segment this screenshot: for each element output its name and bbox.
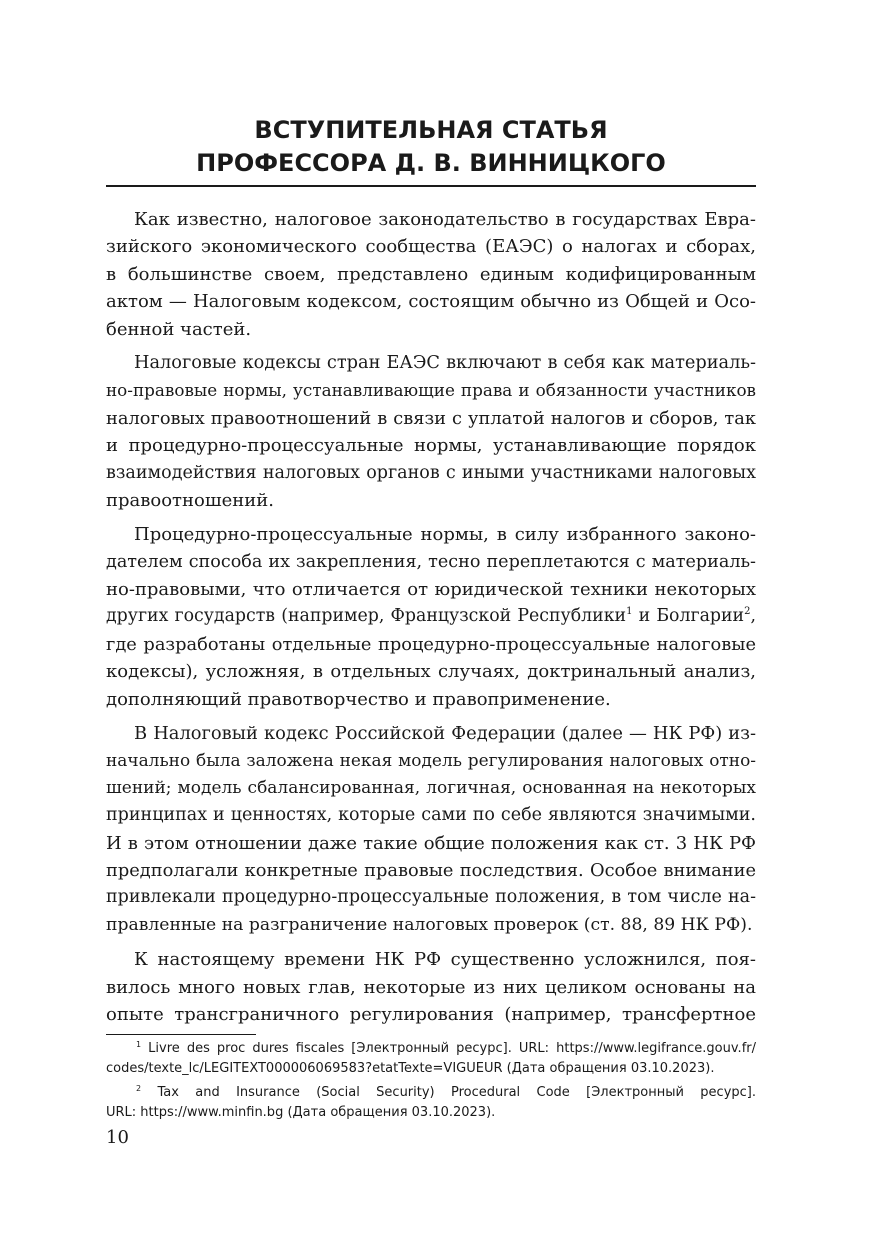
text-line: Как известно, налоговое законодательство в государствах Евра- <box>134 209 756 230</box>
text-line: бенной частей. <box>106 318 252 340</box>
text-line: но-правовые нормы, устанавливающие права и обязанности участников <box>106 380 756 401</box>
footnote-ref-2[interactable]: 2 <box>744 606 751 618</box>
text-line: Процедурно-процессуальные нормы, в силу избранного законо- <box>134 524 756 546</box>
text-line: взаимодействия налоговых органов с иными участниками налоговых <box>106 462 756 483</box>
title-rule <box>106 185 756 187</box>
text-line: в большинстве своем, представлено единым кодифицированным <box>106 263 756 285</box>
footnote-ref-1[interactable]: 1 <box>626 606 633 618</box>
text-line: правоотношений. <box>106 489 274 511</box>
text-line: вилось много новых глав, некоторые из них целиком основаны на <box>106 976 756 998</box>
text-line: где разработаны отдельные процедурно-процессуальные налоговые <box>106 633 756 655</box>
text-segment: других государств (например, Французской Республики <box>106 606 627 627</box>
paragraph-2 <box>106 350 756 514</box>
footnote-line <box>106 1039 756 1059</box>
body-text <box>106 206 756 1035</box>
footnote-line: URL: https://www.minfin.bg (Дата обращения 03.10.2023). <box>106 1104 496 1120</box>
text-line: И в этом отношении даже такие общие положения как ст. 3 НК РФ <box>106 832 756 854</box>
text-line: зийского экономического сообщества (ЕАЭС) о налогах и сборах, <box>106 236 756 258</box>
text-line: принципах и ценностях, которые сами по себе являются значимыми. <box>106 805 756 826</box>
footnote-text: Livre des proc dures fiscales [Электронный ресурс]. URL: https://www.legifrance.gouv.fr/ <box>148 1041 756 1056</box>
footnote-2 <box>106 1083 756 1122</box>
text-segment: , <box>750 606 756 627</box>
footnotes <box>106 1039 756 1127</box>
paragraph-1 <box>106 206 756 343</box>
chapter-title <box>106 114 756 180</box>
title-line-1: ВСТУПИТЕЛЬНАЯ СТАТЬЯ <box>254 116 608 144</box>
text-line: кодексы), усложняя, в отдельных случаях, доктринальный анализ, <box>106 661 756 683</box>
footnote-divider <box>106 1034 256 1035</box>
text-line: дополняющий правотворчество и правоприменение. <box>106 688 611 710</box>
text-line: и процедурно-процессуальные нормы, устанавливающие порядок <box>106 435 756 457</box>
text-line: привлекали процедурно-процессуальные положения, в том числе на- <box>106 887 756 908</box>
text-line-with-footnotes <box>106 603 756 630</box>
text-line: Налоговые кодексы стран ЕАЭС включают в себя как материаль- <box>134 352 756 373</box>
text-line: дателем способа их закрепления, тесно переплетаются с материаль- <box>106 551 756 572</box>
text-line: опыте трансграничного регулирования (например, трансфертное <box>106 1003 756 1025</box>
footnote-number: 2 <box>136 1084 142 1093</box>
footnote-text: Tax and Insurance (Social Security) Procedural Code [Электронный ресурс]. <box>157 1085 756 1100</box>
paragraph-3 <box>106 521 756 713</box>
text-segment: и Болгарии <box>632 606 745 627</box>
paragraph-4 <box>106 720 756 939</box>
text-line: К настоящему времени НК РФ существенно усложнился, поя- <box>134 949 756 971</box>
paragraph-5 <box>106 946 756 1028</box>
title-line-2: ПРОФЕССОРА Д. В. ВИННИЦКОГО <box>196 149 666 177</box>
text-line: шений; модель сбалансированная, логичная, основанная на некоторых <box>106 777 756 798</box>
text-line: актом — Налоговым кодексом, состоящим обычно из Общей и Осо- <box>106 291 756 313</box>
text-line: предполагали конкретные правовые последствия. Особое внимание <box>106 859 756 881</box>
footnote-line <box>106 1083 756 1103</box>
text-line: правленные на разграничение налоговых проверок (ст. 88, 89 НК РФ). <box>106 914 753 935</box>
text-line: налоговых правоотношений в связи с уплатой налогов и сборов, так <box>106 407 756 429</box>
footnote-number: 1 <box>136 1040 142 1049</box>
text-line: но-правовыми, что отличается от юридической техники некоторых <box>106 579 756 601</box>
text-line: В Налоговый кодекс Российской Федерации (далее — НК РФ) из- <box>134 723 756 745</box>
footnote-1 <box>106 1039 756 1078</box>
page-number: 10 <box>106 1127 129 1148</box>
text-line: начально была заложена некая модель регулирования налоговых отно- <box>106 750 756 771</box>
footnote-line: codes/texte_lc/LEGITEXT000006069583?etatTexte=VIGUEUR (Дата обращения 03.10.2023). <box>106 1060 715 1076</box>
